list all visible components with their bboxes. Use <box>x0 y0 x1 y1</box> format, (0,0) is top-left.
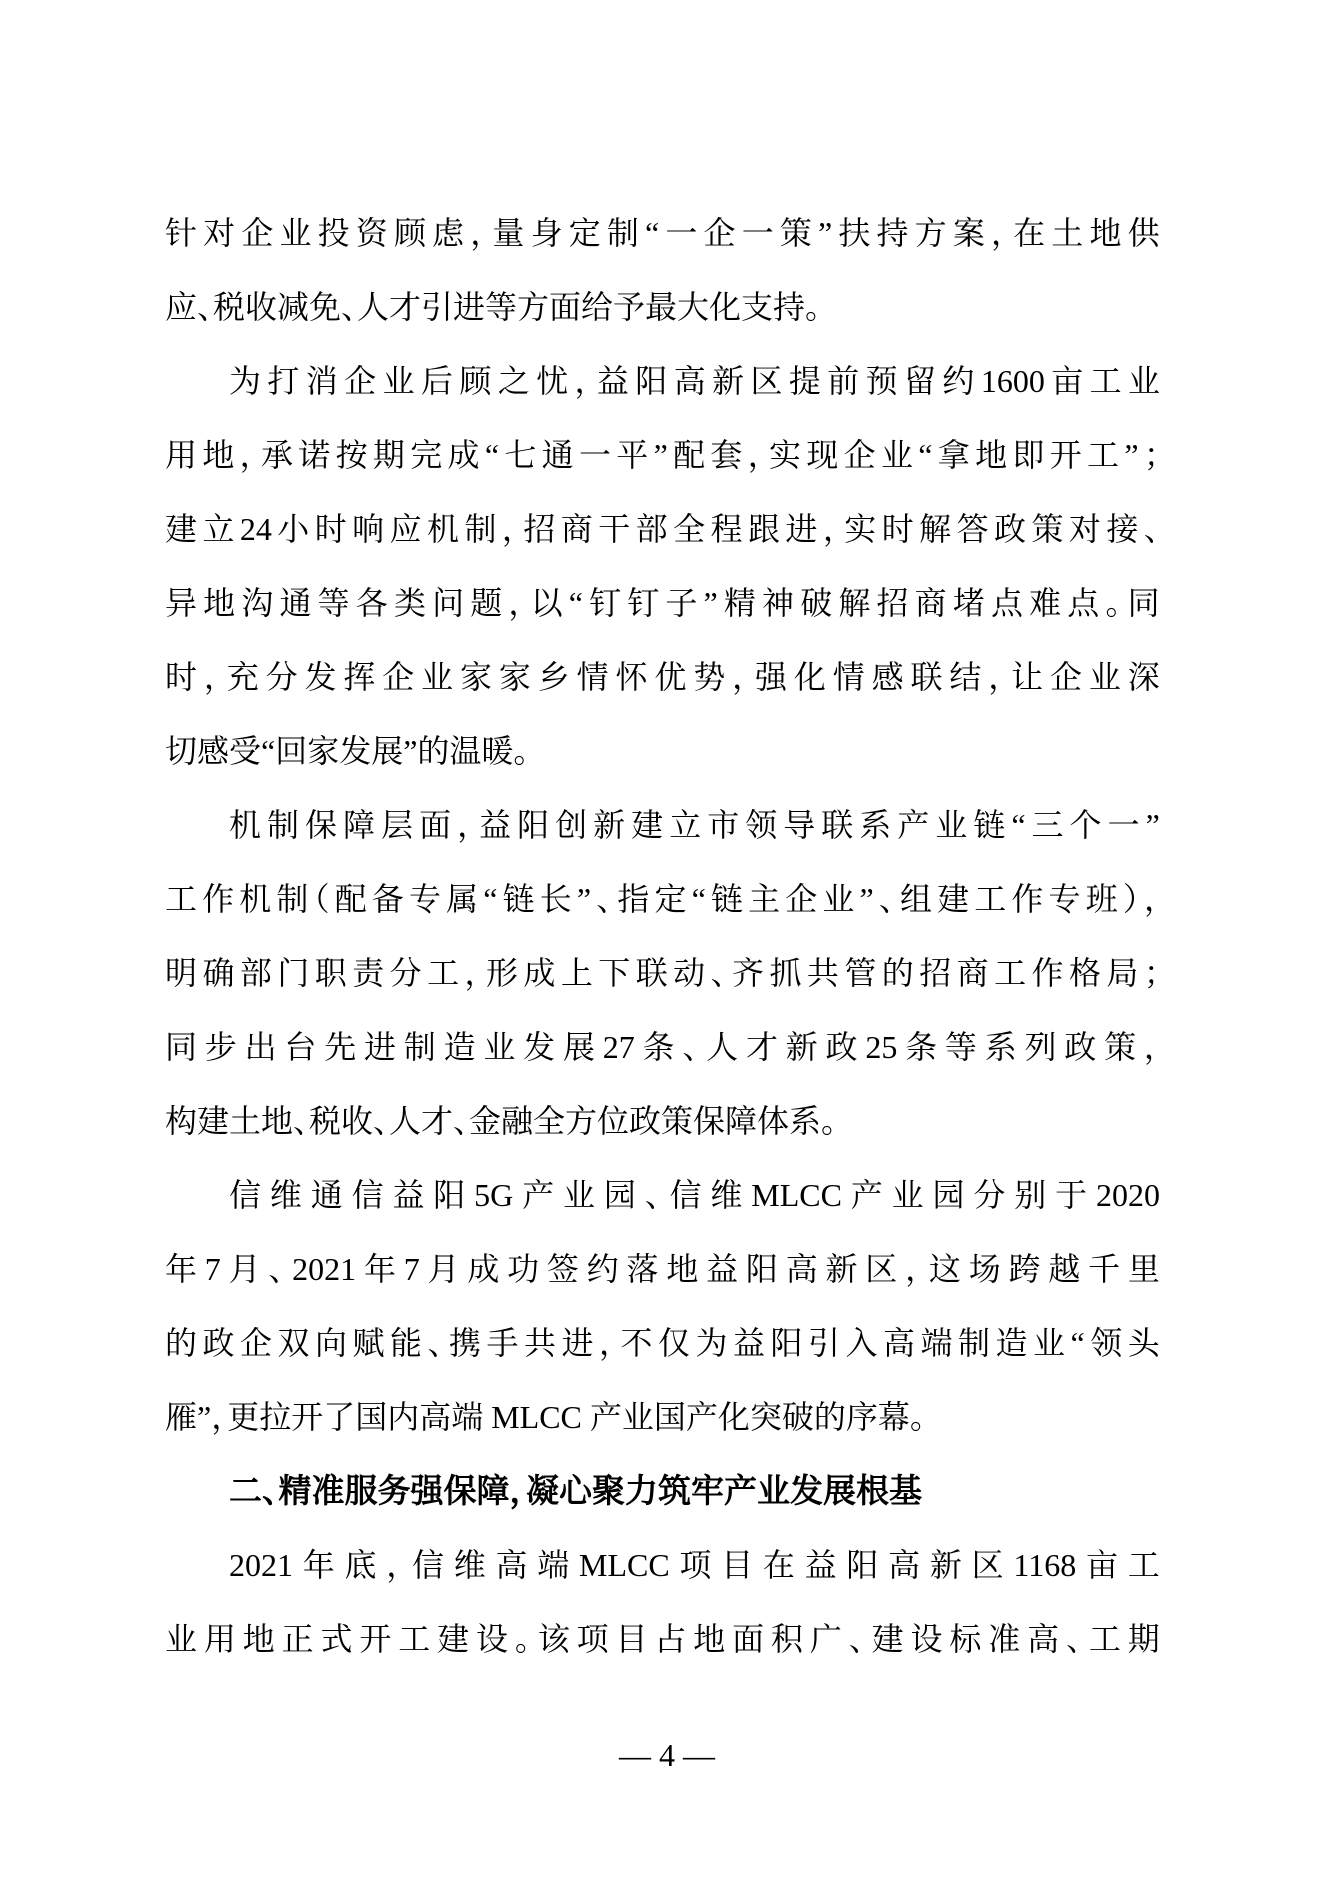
text-line: 时 ， 充 分 发 挥 企 业 家 家 乡 情 怀 优 势 ， 强 化 情 感 联 结 ， 让 企 业 深 <box>165 659 1160 695</box>
text-line: 的 政 企 双 向 赋 能 、 携 手 共 进 ， 不 仅 为 益 阳 引 入 高 端 制 造 业 “ 领 头 <box>165 1325 1160 1361</box>
text-line: 应、税收减免、人才引进等方面给予最大化支持。 <box>165 289 822 325</box>
text-line: 业 用 地 正 式 开 工 建 设 。 该 项 目 占 地 面 积 广 、 建 设 标 准 高 、 工 期 <box>165 1621 1160 1657</box>
text-line: 雁”，更拉开了国内高端 MLCC 产业国产化突破的序幕。 <box>165 1399 926 1435</box>
document-body <box>165 196 1160 1676</box>
text-line: 构建土地、税收、人才、金融全方位政策保障体系。 <box>165 1103 838 1139</box>
text-line: 为 打 消 企 业 后 顾 之 忧 ， 益 阳 高 新 区 提 前 预 留 约 1600 亩 工 业 <box>229 363 1160 399</box>
text-line: 工 作 机 制 （ 配 备 专 属 “ 链 长 ” 、 指 定 “ 链 主 企 业 ” 、 组 建 工 作 专 班 ） ， <box>165 881 1160 917</box>
text-line: 明 确 部 门 职 责 分 工 ， 形 成 上 下 联 动 、 齐 抓 共 管 的 招 商 工 作 格 局 ； <box>165 955 1160 991</box>
text-line: 异 地 沟 通 等 各 类 问 题 ， 以 “ 钉 钉 子 ” 精 神 破 解 招 商 堵 点 难 点 。 同 <box>165 585 1160 621</box>
text-line: 机 制 保 障 层 面 ， 益 阳 创 新 建 立 市 领 导 联 系 产 业 链 “ 三 个 一 ” <box>229 807 1160 843</box>
section-heading: 二、精准服务强保障，凝心聚力筑牢产业发展根基 <box>229 1472 922 1509</box>
text-line: 信 维 通 信 益 阳 5G 产 业 园 、 信 维 MLCC 产 业 园 分 别 于 2020 <box>229 1177 1160 1213</box>
text-line: 用 地 ， 承 诺 按 期 完 成 “ 七 通 一 平 ” 配 套 ， 实 现 企 业 “ 拿 地 即 开 工 ” ； <box>165 437 1160 473</box>
text-line: 针 对 企 业 投 资 顾 虑 ， 量 身 定 制 “ 一 企 一 策 ” 扶 持 方 案 ， 在 土 地 供 <box>165 215 1160 251</box>
page-number: — 4 — <box>619 1737 715 1773</box>
text-line: 同 步 出 台 先 进 制 造 业 发 展 27 条 、 人 才 新 政 25 条 等 系 列 政 策 ， <box>165 1029 1160 1065</box>
text-line: 2021 年 底 ， 信 维 高 端 MLCC 项 目 在 益 阳 高 新 区 1168 亩 工 <box>229 1547 1160 1583</box>
text-line: 切感受“回家发展”的温暖。 <box>165 733 530 769</box>
text-line: 年 7 月 、 2021 年 7 月 成 功 签 约 落 地 益 阳 高 新 区 ， 这 场 跨 越 千 里 <box>165 1251 1160 1287</box>
text-line: 建 立 24 小 时 响 应 机 制 ， 招 商 干 部 全 程 跟 进 ， 实 时 解 答 政 策 对 接 、 <box>165 511 1160 547</box>
